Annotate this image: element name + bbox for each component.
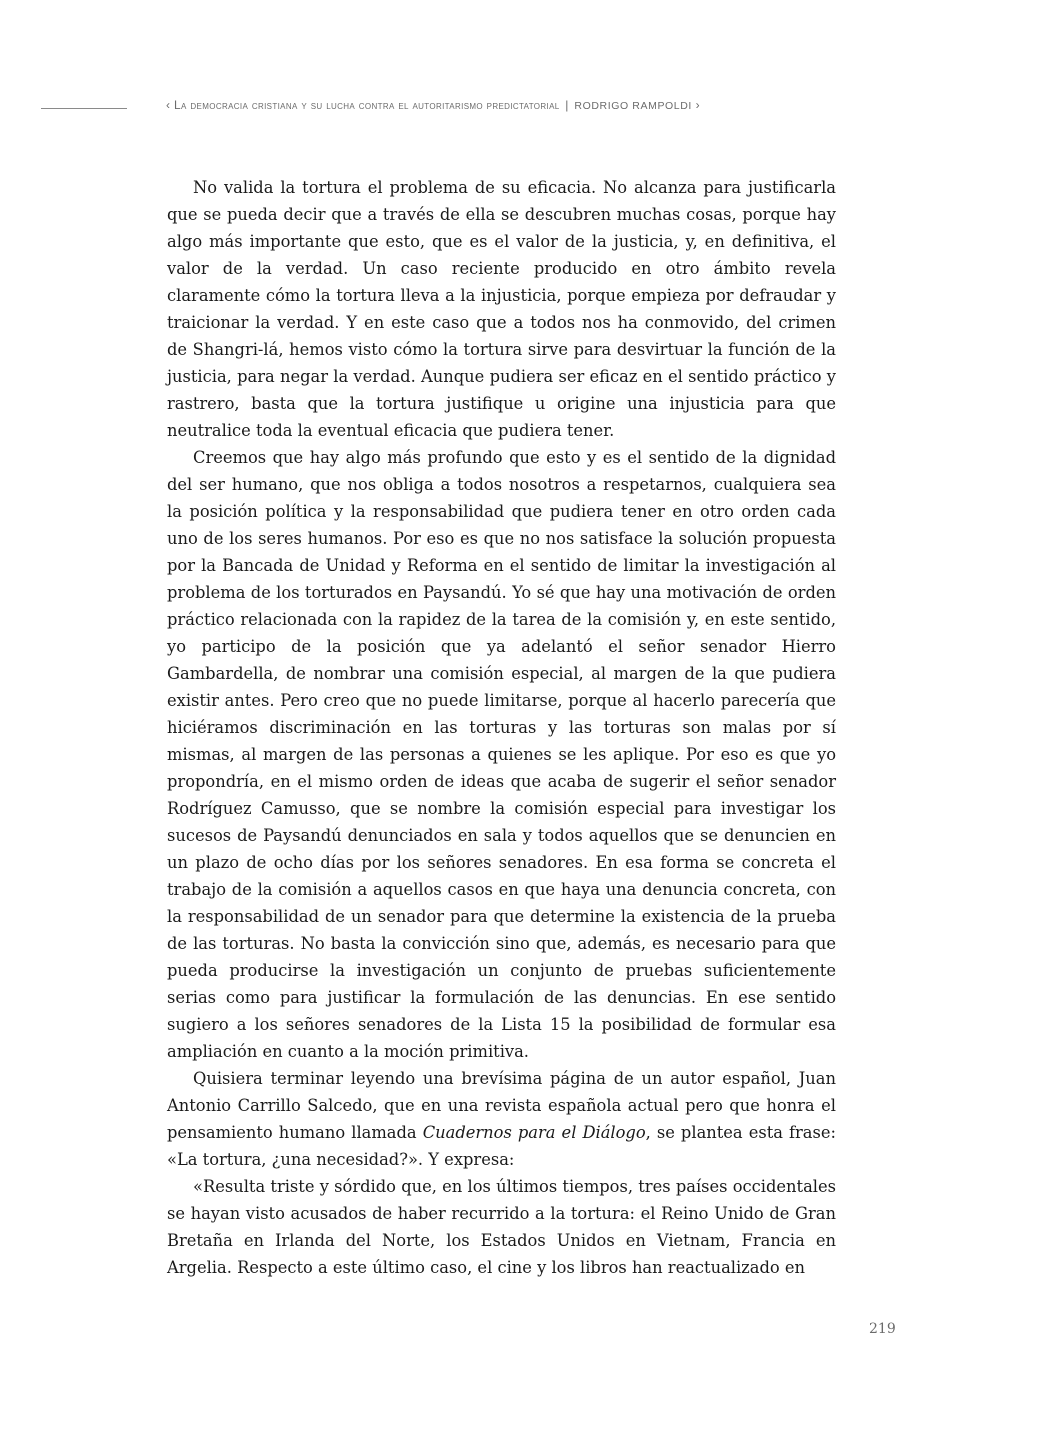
close-chevron: › (691, 98, 700, 112)
running-head (166, 98, 856, 112)
paragraph: «Resulta triste y sórdido que, en los últimos tiempos, tres países occidentales se hayan visto acusados de haber recurrido a la tortura: el Reino Unido de Gran Bretaña en Irlanda del Norte, los Estados Unidos en Vietnam, Francia en Argelia. Respecto a este último caso, el cine y los libros han reactualizado en (167, 1177, 836, 1277)
running-head-title: La democracia cristiana y su lucha contra el autoritarismo predictatorial (174, 98, 560, 112)
header-rule (41, 108, 127, 109)
paragraph: No valida la tortura el problema de su eficacia. No alcanza para justificarla que se pueda decir que a través de ella se descubren muchas cosas, porque hay algo más importante que esto, que es el valor de la justicia, y, en definitiva, el valor de la verdad. Un caso reciente producido en otro ámbito revela claramente cómo la tortura lleva a la injusticia, porque empieza por defraudar y traicionar la verdad. Y en este caso que a todos nos ha conmovido, del crimen de Shangri-lá, hemos visto cómo la tortura sirve para desvirtuar la función de la justicia, para negar la verdad. Aunque pudiera ser eficaz en el sentido práctico y rastrero, basta que la tortura justifique u origine una injusticia para que neutralice toda la eventual eficacia que pudiera tener. (167, 178, 836, 440)
paragraph: Creemos que hay algo más profundo que esto y es el sentido de la dignidad del ser humano, que nos obliga a todos nosotros a respetarnos, cualquiera sea la posición política y la responsabilidad que pudiera tener en otro orden cada uno de los seres humanos. Por eso es que no nos satisface la solución propuesta por la Bancada de Unidad y Reforma en el sentido de limitar la investigación al problema de los torturados en Paysandú. Yo sé que hay una motivación de orden práctico relacionada con la rapidez de la tarea de la comisión y, en este sentido, yo participo de la posición que ya adelantó el señor senador Hierro Gambardella, de nombrar una comisión especial, al margen de la que pudiera existir antes. Pero creo que no puede limitarse, porque al hacerlo parecería que hiciéramos discriminación en las torturas y las torturas son malas por sí mismas, al margen de las personas a quienes se les aplique. Por eso es que yo propondría, en el mismo orden de ideas que acaba de sugerir el señor senador Rodríguez Camusso, que se nombre la comisión especial para investigar los sucesos de Paysandú denunciados en sala y todos aquellos que se denuncien en un plazo de ocho días por los señores senadores. En esa forma se concreta el trabajo de la comisión a aquellos casos en que haya una denuncia concreta, con la responsabilidad de un senador para que determine la existencia de la prueba de las torturas. No basta la convicción sino que, además, es necesario para que pueda producirse la investigación un conjunto de pruebas suficientemente serias como para justificar la formulación de las denuncias. En ese sentido sugiero a los señores senadores de la Lista 15 la posibilidad de formular esa ampliación en cuanto a la moción primitiva. (167, 448, 836, 1061)
paragraph-text: , se plantea esta frase: «La tortura, ¿una necesidad?». Y expresa: (167, 1123, 836, 1169)
journal-title: Cuadernos para el Diálogo (422, 1123, 646, 1142)
body-text (167, 174, 836, 1281)
running-head-author: RODRIGO RAMPOLDI (574, 100, 692, 112)
paragraph-text: Quisiera terminar leyendo una brevísima página de un autor español, Juan Antonio Carrillo Salcedo, que en una revista española actual pero que honra el pensamiento humano llamada (167, 1069, 836, 1142)
page-number: 219 (869, 1321, 896, 1337)
open-chevron: ‹ (166, 98, 175, 112)
running-head-separator: | (561, 98, 573, 112)
paragraph (167, 1065, 836, 1173)
